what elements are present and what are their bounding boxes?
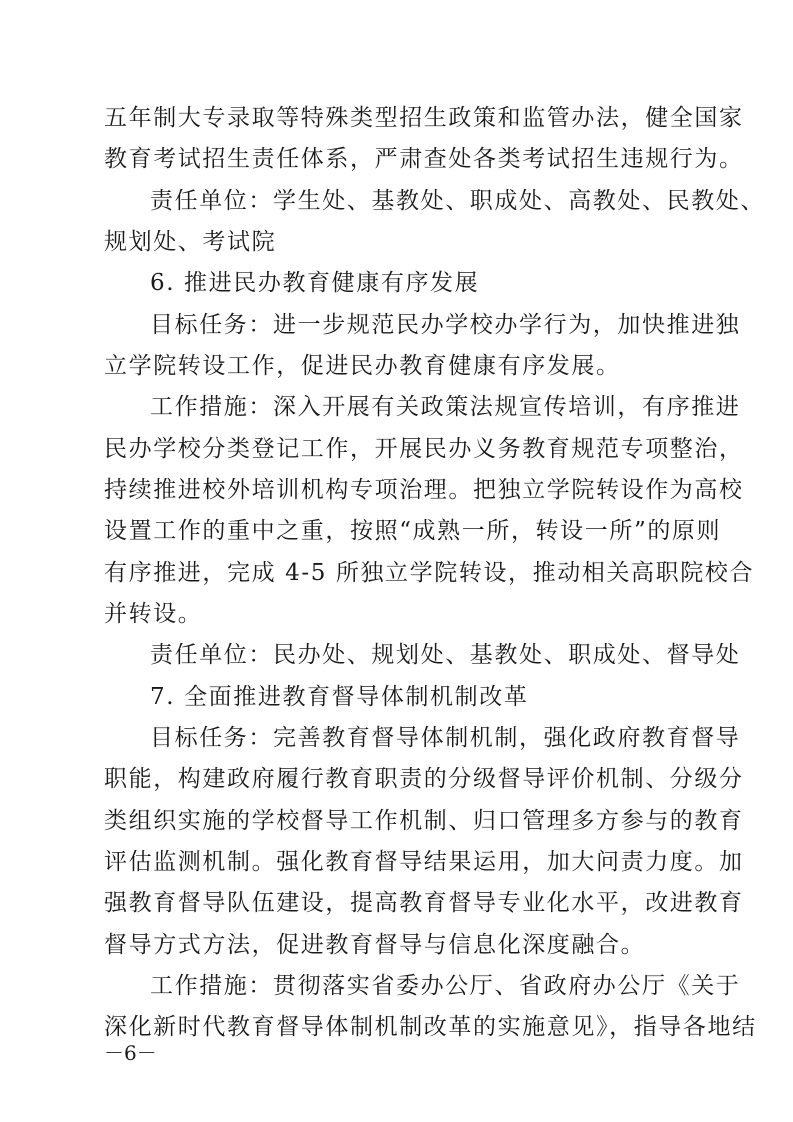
goal-tasks-line: 目标任务：进一步规范民办学校办学行为，加快推进独: [150, 312, 741, 338]
body-text-line: 评估监测机制。强化教育督导结果运用，加大问责力度。加: [104, 849, 744, 875]
section-heading-7: 7. 全面推进教育督导体制机制改革: [150, 684, 529, 710]
work-measures-line: 工作措施：贯彻落实省委办公厅、省政府办公厅《关于: [150, 973, 741, 999]
page-number: －6－: [104, 1041, 157, 1065]
body-text-line: 有序推进，完成 4-5 所独立学院转设，推动相关高职院校合: [104, 560, 755, 586]
body-text-line: 民办学校分类登记工作，开展民办义务教育规范专项整治，: [104, 436, 744, 462]
body-text-line: 强教育督导队伍建设，提高教育督导专业化水平，改进教育: [104, 890, 744, 916]
body-text-line: 职能，构建政府履行教育职责的分级督导评价机制、分级分: [104, 766, 744, 792]
body-text-line: 规划处、考试院: [104, 229, 277, 255]
body-text-line: 教育考试招生责任体系，严肃查处各类考试招生违规行为。: [104, 146, 744, 172]
responsible-units-line: 责任单位：民办处、规划处、基教处、职成处、督导处: [150, 642, 741, 668]
body-text-line: 立学院转设工作，促进民办教育健康有序发展。: [104, 353, 621, 379]
body-text-line: 并转设。: [104, 601, 203, 627]
body-text-line: 深化新时代教育督导体制机制改革的实施意见》，指导各地结: [104, 1014, 757, 1040]
body-text-line: 督导方式方法，促进教育督导与信息化深度融合。: [104, 932, 646, 958]
section-heading-6: 6. 推进民办教育健康有序发展: [150, 270, 480, 296]
body-text-line: 设置工作的重中之重，按照“成熟一所，转设一所”的原则: [104, 518, 722, 544]
goal-tasks-line: 目标任务：完善教育督导体制机制，强化政府教育督导: [150, 725, 741, 751]
body-text-line: 持续推进校外培训机构专项治理。把独立学院转设作为高校: [104, 477, 744, 503]
responsible-units-line: 责任单位：学生处、基教处、职成处、高教处、民教处、: [150, 188, 765, 214]
work-measures-line: 工作措施：深入开展有关政策法规宣传培训，有序推进: [150, 394, 741, 420]
body-text-line: 五年制大专录取等特殊类型招生政策和监管办法，健全国家: [104, 105, 744, 131]
body-text-line: 类组织实施的学校督导工作机制、归口管理多方参与的教育: [104, 808, 744, 834]
